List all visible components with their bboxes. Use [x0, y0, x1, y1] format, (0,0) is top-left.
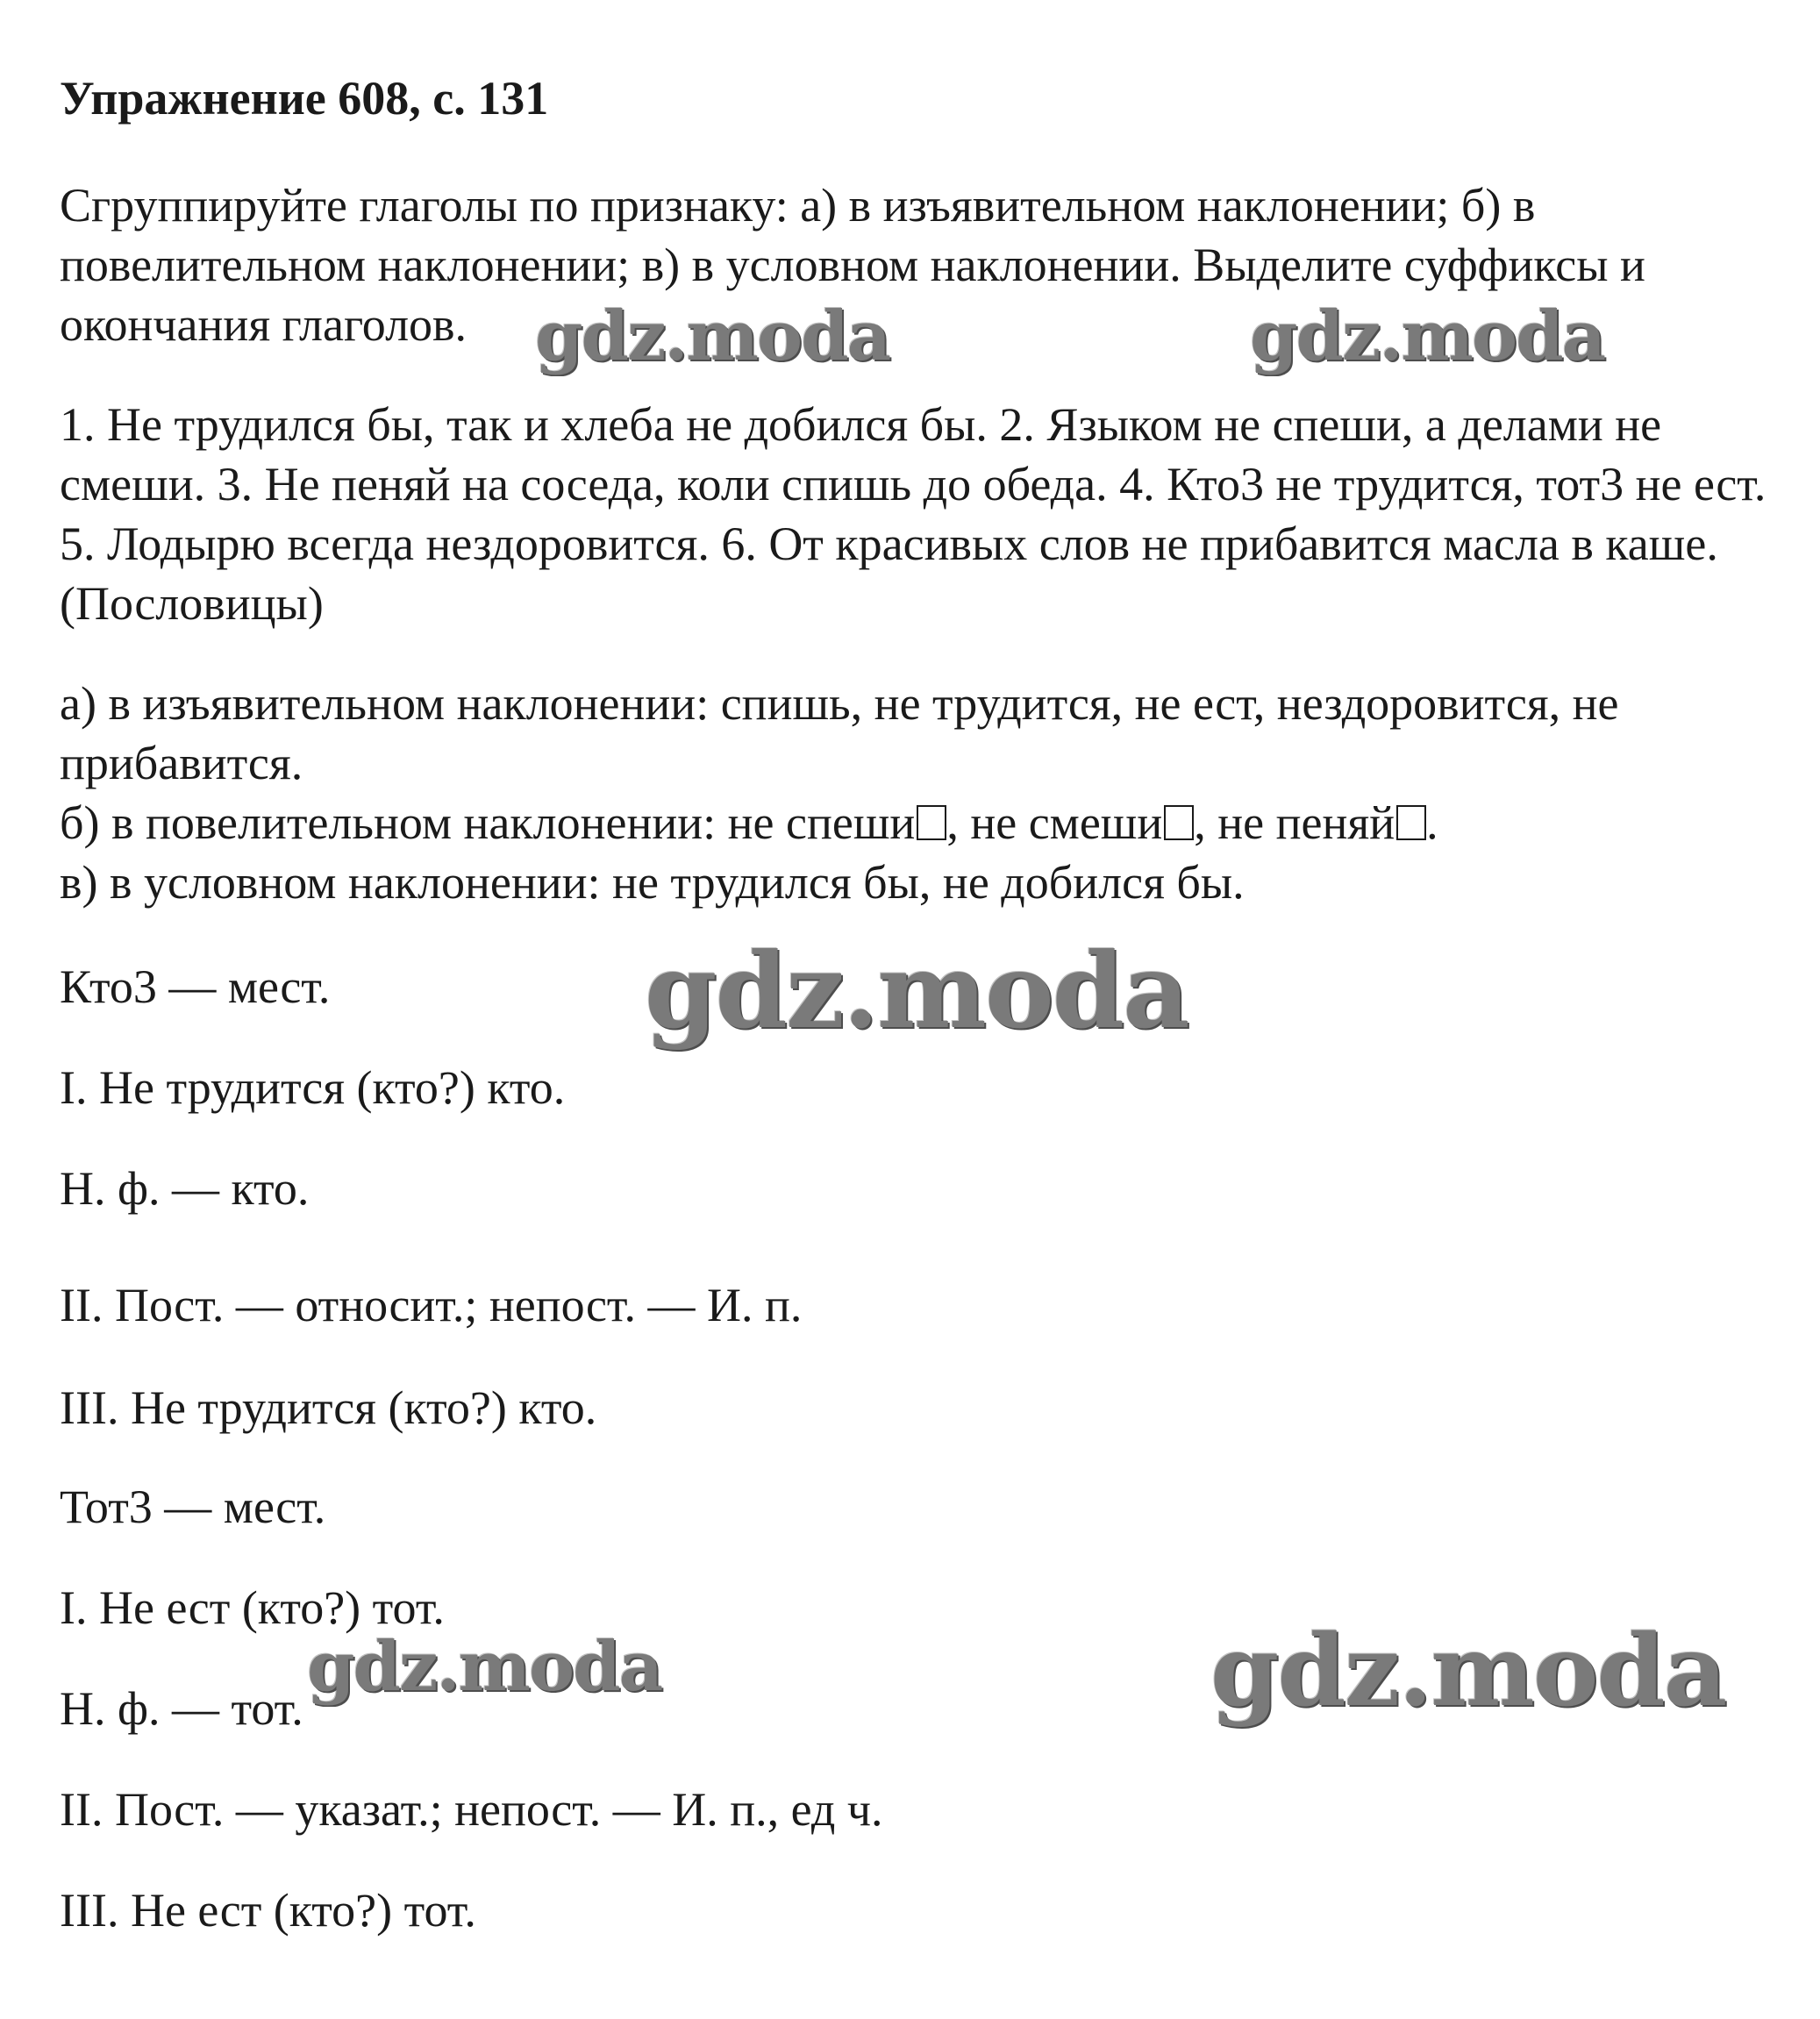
- empty-ending-box-icon: [917, 805, 946, 840]
- analysis-line: I. Не трудится (кто?) кто.: [60, 1061, 566, 1114]
- watermark: gdz.moda: [645, 930, 1188, 1052]
- analysis-line: III. Не трудится (кто?) кто.: [60, 1381, 597, 1434]
- proverbs-text: 1. Не трудился бы, так и хлеба не добился бы. 2. Языком не спеши, а делами не смеши. 3. Не пеняй на соседа, коли спишь до обеда. 4. Кто3 не трудится, тот3 не ест. 5. Лодырю всегда нездоровится. 6. От красивых слов не прибавится масла в каше. (Пословицы): [60, 398, 1766, 630]
- analysis-line: II. Пост. — указат.; непост. — И. п., ед ч.: [60, 1783, 883, 1836]
- answers-block: [60, 674, 1779, 912]
- answer-b-end: .: [1426, 796, 1438, 849]
- answer-b-part3: , не пеняй: [1194, 796, 1395, 849]
- answer-a-line2: прибавится.: [60, 737, 303, 789]
- task-text: Сгруппируйте глаголы по признаку: а) в изъявительном наклонении; б) в повелительном наклонении; в) в условном наклонении. Выделите суффиксы и окончания глаголов.: [60, 179, 1645, 351]
- watermark: gdz.moda: [1210, 1614, 1726, 1729]
- analysis-line: Н. ф. — тот.: [60, 1682, 303, 1735]
- empty-ending-box-icon: [1164, 805, 1194, 840]
- answer-b-prefix: б) в повелительном наклонении: не спеши: [60, 796, 916, 849]
- answer-v: в) в условном наклонении: не трудился бы, не добился бы.: [60, 856, 1245, 909]
- analysis-line: I. Не ест (кто?) тот.: [60, 1581, 445, 1634]
- answer-a-line1: а) в изъявительном наклонении: спишь, не трудится, не ест, нездоровится, не: [60, 677, 1619, 730]
- analysis-line: Н. ф. — кто.: [60, 1162, 310, 1215]
- watermark: gdz.moda: [307, 1627, 662, 1707]
- exercise-title: Упражнение 608, с. 131: [60, 72, 549, 125]
- analysis-line: Кто3 — мест.: [60, 960, 331, 1013]
- analysis-line: II. Пост. — относит.; непост. — И. п.: [60, 1279, 803, 1331]
- analysis-line: Тот3 — мест.: [60, 1480, 326, 1533]
- analysis-line: III. Не ест (кто?) тот.: [60, 1884, 476, 1937]
- answer-b-part2: , не смеши: [946, 796, 1163, 849]
- watermark: gdz.moda: [1250, 296, 1605, 376]
- answer-b: [60, 793, 1779, 853]
- empty-ending-box-icon: [1396, 805, 1426, 840]
- watermark: gdz.moda: [535, 296, 890, 376]
